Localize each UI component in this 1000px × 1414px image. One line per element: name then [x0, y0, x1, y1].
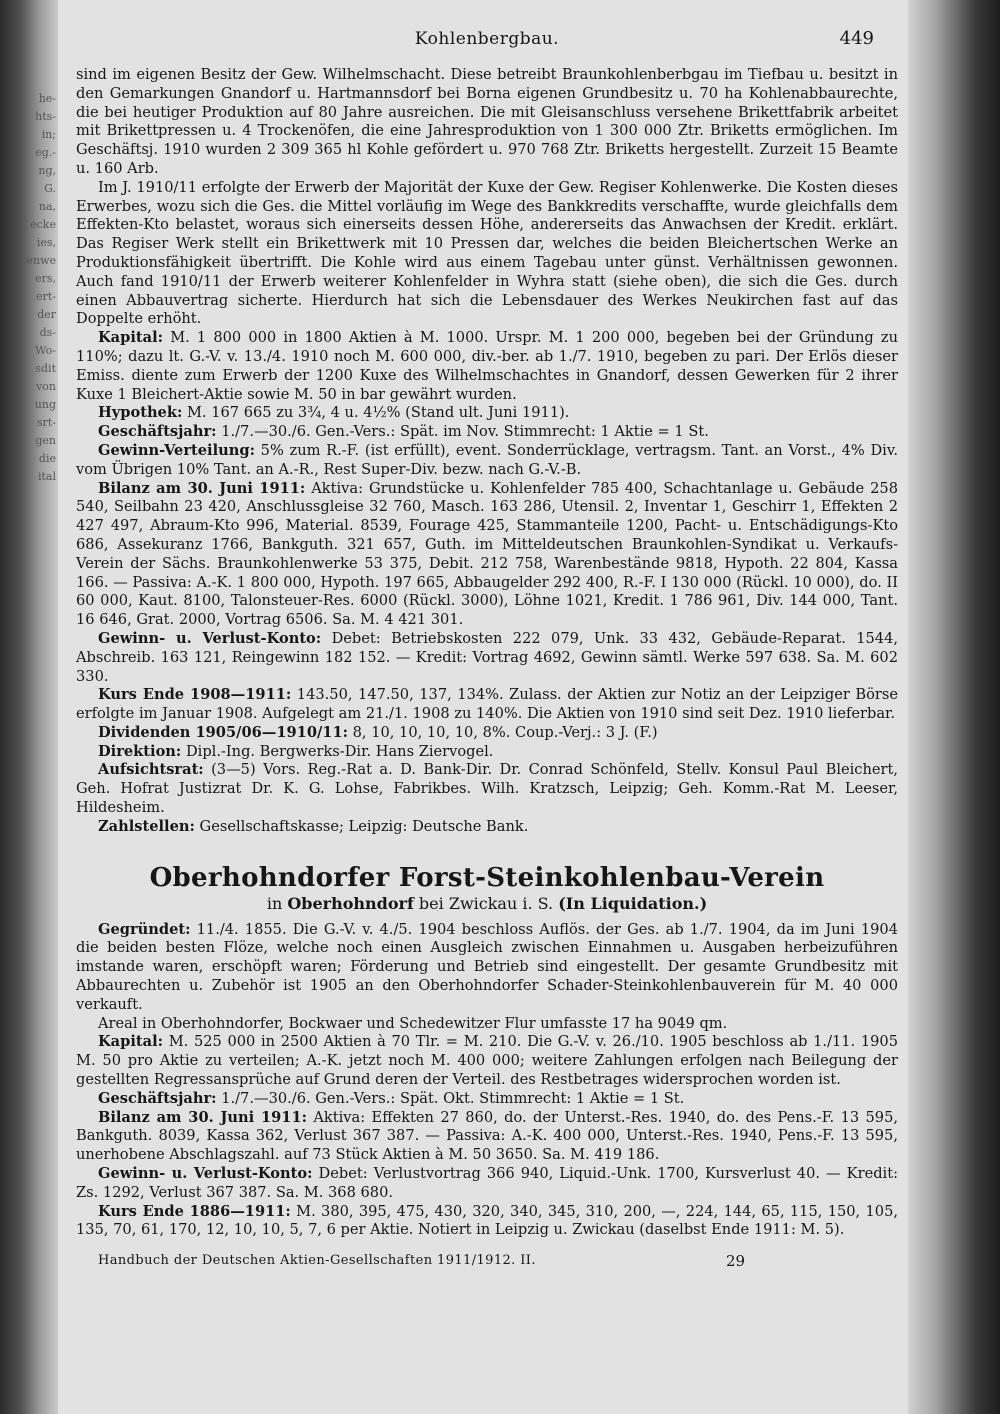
section-oberhohndorfer [76, 921, 898, 1241]
paragraph-text: 143.50, 147.50, 137, 134%. Zulass. der Aktien zur Notiz an der Leipziger Börse erfolgte im Januar 1908. Aufgelegt am 21./1. 1908 zu 140%. Die Aktien von 1910 sind seit Dez. 1910 lieferbar. [76, 686, 898, 723]
paragraph-text: Areal in Oberhohndorfer, Bockwaer und Schedewitzer Flur umfasste 17 ha 9049 qm. [98, 1014, 728, 1032]
margin-fragment: eg.- [35, 146, 56, 159]
paragraph [76, 329, 898, 404]
paragraph-label: Aufsichtsrat: [98, 761, 204, 779]
paragraph-label: Kapital: [98, 329, 164, 347]
location-rest: bei Zwickau i. S. [418, 893, 554, 913]
paragraph-label: Kurs Ende 1908—1911: [98, 686, 292, 704]
paragraph-text: Im J. 1910/11 erfolgte der Erwerb der Majorität der Kuxe der Gew. Regiser Kohlenwerke. Die Kosten dieses Erwerbes, wozu sich die Ges. die Mittel vorläufig im Wege des Bankkredits verschaffte, wurde gleichfalls dem Effekten-Kto belastet, woraus sich einerseits dessen Höhe, andererseits das Anwachsen der Kredit. erklärt. Das Regiser Werk stellt ein Brikettwerk mit 10 Pressen dar, welches die beiden Bleichertschen Werke an Produktionsfähigkeit übertrifft. Die Kohle wird aus einem Tagebau unter günst. Verhältnissen gewonnen. Auch fand 1910/11 der Erwerb weiterer Kohlenfelder in Wyhra statt (siehe oben), die sich die Ges. durch einen Abbauvertrag sicherte. Hierdurch hat sich die Lebensdauer des Werkes Neukirchen fast auf das Doppelte erhöht. [76, 178, 898, 328]
paragraph-text: M. 1 800 000 in 1800 Aktien à M. 1000. Urspr. M. 1 200 000, begeben bei der Gründung zu 110%; dazu lt. G.-V. v. 13./4. 1910 noch M. 600 000, div.-ber. ab 1./7. 1910, begeben zu pari. Der Erlös dieser Emiss. diente zum Erwerb der 1200 Kuxe des Wilhelmschachtes in Gnandorf, dessen Gewerken für 2 ihrer Kuxe 1 Bleichert-Aktie sowie M. 50 in bar gewährt wurden. [76, 329, 898, 403]
paragraph [76, 686, 898, 724]
paragraph-label: Gegründet: [98, 920, 191, 938]
section-kohlenbergbau-continued [76, 66, 898, 837]
margin-fragment: srt- [36, 416, 56, 429]
paragraph-text: 1./7.—30./6. Gen.-Vers.: Spät. Okt. Stimmrecht: 1 Aktie = 1 St. [221, 1089, 685, 1107]
page-number: 449 [839, 28, 874, 49]
margin-fragment: ung [34, 398, 56, 411]
paragraph [76, 761, 898, 817]
location-name: Oberhohndorf [287, 893, 414, 913]
margin-fragment: gen [35, 434, 56, 447]
paragraph-text: sind im eigenen Besitz der Gew. Wilhelmschacht. Diese betreibt Braunkohlenberbgau im Tiefbau u. besitzt in den Gemarkungen Gnandorf u. Hartmannsdorf bei Borna eigenen Grundbesitz u. 70 ha Kohlenabbaurechte, die bei heutiger Produktion auf 80 Jahre ausreichen. Die mit Gleisanschluss versehene Brikettfabrik arbeitet mit Brikettpressen u. 4 Trockenöfen, die eine Jahresproduktion von 1 300 000 Ztr. Briketts ermöglichen. Im Geschäftsj. 1910 wurden 2 309 365 hl Kohle gefördert u. 970 768 Ztr. Briketts hergestellt. Zurzeit 15 Beamte u. 160 Arb. [76, 66, 898, 177]
page-header [76, 30, 898, 54]
margin-fragment: ds- [39, 326, 56, 339]
footer-signature: 29 [726, 1252, 746, 1271]
paragraph-text: Debet: Verlustvortrag 366 940, Liquid.-Unk. 1700, Kursverlust 40. — Kredit: Zs. 1292, Verlust 367 387. Sa. M. 368 680. [76, 1165, 898, 1201]
paragraph-label: Bilanz am 30. Juni 1911: [98, 1108, 308, 1126]
margin-fragment: ers, [35, 272, 56, 285]
paragraph-label: Direktion: [98, 742, 182, 760]
paragraph [76, 921, 898, 1015]
paragraph [76, 423, 898, 442]
company-heading: Oberhohndorfer Forst-Steinkohlenbau-Verein [149, 862, 825, 893]
margin-fragment: ng, [38, 164, 56, 177]
paragraph-text: Debet: Betriebskosten 222 079, Unk. 33 432, Gebäude-Reparat. 1544, Abschreib. 163 121, Reingewinn 182 152. — Kredit: Vortrag 4692, Gewinn sämtl. Werke 597 638. Sa. M. 602 330. [76, 629, 898, 685]
page-content [76, 30, 898, 1272]
paragraph-text: (3—5) Vors. Reg.-Rat a. D. Bank-Dir. Dr. Conrad Schönfeld, Stellv. Konsul Paul Bleichert, Geh. Hofrat Justizrat Dr. K. G. Lohse, Fabrikbes. Wilh. Kratzsch, Leipzig; Geh. Komm.-Rat M. Leeser, Hildesheim. [76, 761, 898, 817]
paragraph-text: M. 525 000 in 2500 Aktien à 70 Tlr. = M. 210. Die G.-V. v. 26./10. 1905 beschloss ab 1./11. 1905 M. 50 pro Aktie zu verteilen; A.-K. jetzt noch M. 400 000; weitere Zahlungen erfolgen nach Beilegung der gestellten Regressansprüche auf Grund deren der Verteil. des Restbetrages widersprochen worden ist. [76, 1033, 898, 1089]
margin-fragment: in; [41, 128, 56, 141]
paragraph-label: Bilanz am 30. Juni 1911: [98, 479, 306, 497]
paragraph [76, 818, 898, 837]
page-footer [76, 1252, 898, 1272]
paragraph-text: M. 380, 395, 475, 430, 320, 340, 345, 310, 200, —, 224, 144, 65, 115, 150, 105, 135, 70, 61, 170, 12, 10, 10, 5, 7, 6 per Aktie. Notiert in Leipzig u. Zwickau (daselbst Ende 1911: M. 5). [76, 1202, 898, 1239]
paragraph [76, 1033, 898, 1089]
paragraph-text: Dipl.-Ing. Bergwerks-Dir. Hans Ziervogel. [185, 742, 494, 760]
paragraph [76, 743, 898, 762]
running-head: Kohlenbergbau. [414, 29, 560, 49]
margin-fragment: von [36, 380, 56, 393]
paragraph-text: Aktiva: Grundstücke u. Kohlenfelder 785 400, Schachtanlage u. Gebäude 258 540, Seilbahn 23 420, Anschlussgleise 32 760, Masch. 163 286, Utensil. 2, Inventar 1, Geschirr 1, Effekten 2 427 497, Abraum-Kto 996, Material. 8539, Fourage 425, Stammanteile 1200, Pacht- u. Entschädigungs-Kto 686, Assekuranz 1766, Bankguth. 321 657, Guth. im Mitteldeutschen Braunkohlen-Syndikat u. Verkaufs-Verein der Sächs. Braunkohlenwerke 53 375, Debit. 212 758, Warenbestände 9818, Hypoth. 22 804, Kassa 166. — Passiva: A.-K. 1 800 000, Hypoth. 197 665, Abbaugelder 292 400, R.-F. I 130 000 (Rückl. 10 000), do. II 60 000, Kaut. 8100, Talonsteuer-Res. 6000 (Rückl. 3000), Löhne 1021, Kredit. 1 786 961, Div. 144 000, Tant. 16 646, Grat. 2000, Vortrag 6506. Sa. M. 4 421 301. [76, 479, 898, 629]
paragraph [76, 1203, 898, 1241]
document-page [58, 0, 908, 1414]
paragraph [76, 404, 898, 423]
margin-fragment: Wo- [35, 344, 56, 357]
paragraph [76, 1165, 898, 1203]
right-page-edge [905, 0, 1000, 1414]
paragraph-label: Hypothek: [98, 404, 183, 422]
margin-fragment: he- [38, 92, 56, 105]
margin-fragment: der [37, 308, 56, 321]
left-margin-fragments [0, 90, 56, 486]
paragraph [76, 66, 898, 179]
paragraph-label: Gewinn-Verteilung: [98, 441, 255, 459]
paragraph-label: Zahlstellen: [98, 817, 195, 835]
paragraph-label: Kurs Ende 1886—1911: [98, 1202, 291, 1220]
paragraph [76, 480, 898, 630]
paragraph [76, 724, 898, 743]
margin-fragment: enwe [26, 254, 56, 267]
paragraph [76, 1090, 898, 1109]
paragraph-label: Geschäftsjahr: [98, 423, 217, 441]
margin-fragment: ital [37, 470, 56, 483]
subtitle-prefix: in [266, 893, 283, 913]
paragraph [76, 630, 898, 686]
paragraph-text: 5% zum R.-F. (ist erfüllt), event. Sonderrücklage, vertragsm. Tant. an Vorst., 4% Div. vom Übrigen 10% Tant. an A.-R., Rest Super-Div. bezw. nach G.-V.-B. [76, 441, 898, 478]
paragraph-text: Gesellschaftskasse; Leipzig: Deutsche Bank. [199, 817, 529, 835]
paragraph-label: Gewinn- u. Verlust-Konto: [98, 629, 322, 647]
paragraph [76, 179, 898, 329]
footer-source: Handbuch der Deutschen Aktien-Gesellschaften 1911/1912. II. [98, 1253, 536, 1269]
margin-fragment: ert- [36, 290, 56, 303]
company-subheading [76, 893, 898, 915]
margin-fragment: die [38, 452, 56, 465]
paragraph [76, 1015, 898, 1034]
margin-fragment: hts- [35, 110, 56, 123]
paragraph [76, 442, 898, 480]
paragraph-text: 8, 10, 10, 10, 10, 8%. Coup.-Verj.: 3 J. (F.) [352, 723, 658, 741]
paragraph-text: 1./7.—30./6. Gen.-Vers.: Spät. im Nov. Stimmrecht: 1 Aktie = 1 St. [221, 423, 709, 441]
liquidation-status: (In Liquidation.) [558, 893, 708, 913]
paragraph-label: Kapital: [98, 1033, 164, 1051]
margin-fragment: ecke [30, 218, 56, 231]
paragraph [76, 1109, 898, 1165]
margin-fragment: sdit [35, 362, 56, 375]
paragraph-text: M. 167 665 zu 3¾, 4 u. 4½% (Stand ult. Juni 1911). [186, 404, 570, 422]
paragraph-label: Dividenden 1905/06—1910/11: [98, 723, 348, 741]
paragraph-text: 11./4. 1855. Die G.-V. v. 4./5. 1904 beschloss Auflös. der Ges. ab 1./7. 1904, da im Juni 1904 die beiden besten Flöze, welche noch einen Ausgleich zwischen Einnahmen u. Ausgaben herbeizuführen imstande waren, erschöpft waren; Förderung und Betrieb sind eingestellt. Der gesamte Grundbesitz mit Abbaurechten u. Zubehör ist 1905 an den Oberhohndorfer Schader-Steinkohlenbauverein für M. 40 000 verkauft. [76, 920, 898, 1013]
margin-fragment: G. [44, 182, 56, 195]
paragraph-label: Geschäftsjahr: [98, 1089, 217, 1107]
paragraph-label: Gewinn- u. Verlust-Konto: [98, 1165, 313, 1183]
margin-fragment: ies, [36, 236, 56, 249]
paragraph-text: Aktiva: Effekten 27 860, do. der Unterst.-Res. 1940, do. des Pens.-F. 13 595, Bankguth. 8039, Kassa 362, Verlust 367 387. — Passiva: A.-K. 400 000, Unterst.-Res. 1940, Pens.-F. 13 595, unerhobene Abschlagszahl. auf 73 Stück Aktien à M. 50 3650. Sa. M. 419 186. [76, 1108, 899, 1164]
margin-fragment: na, [38, 200, 56, 213]
